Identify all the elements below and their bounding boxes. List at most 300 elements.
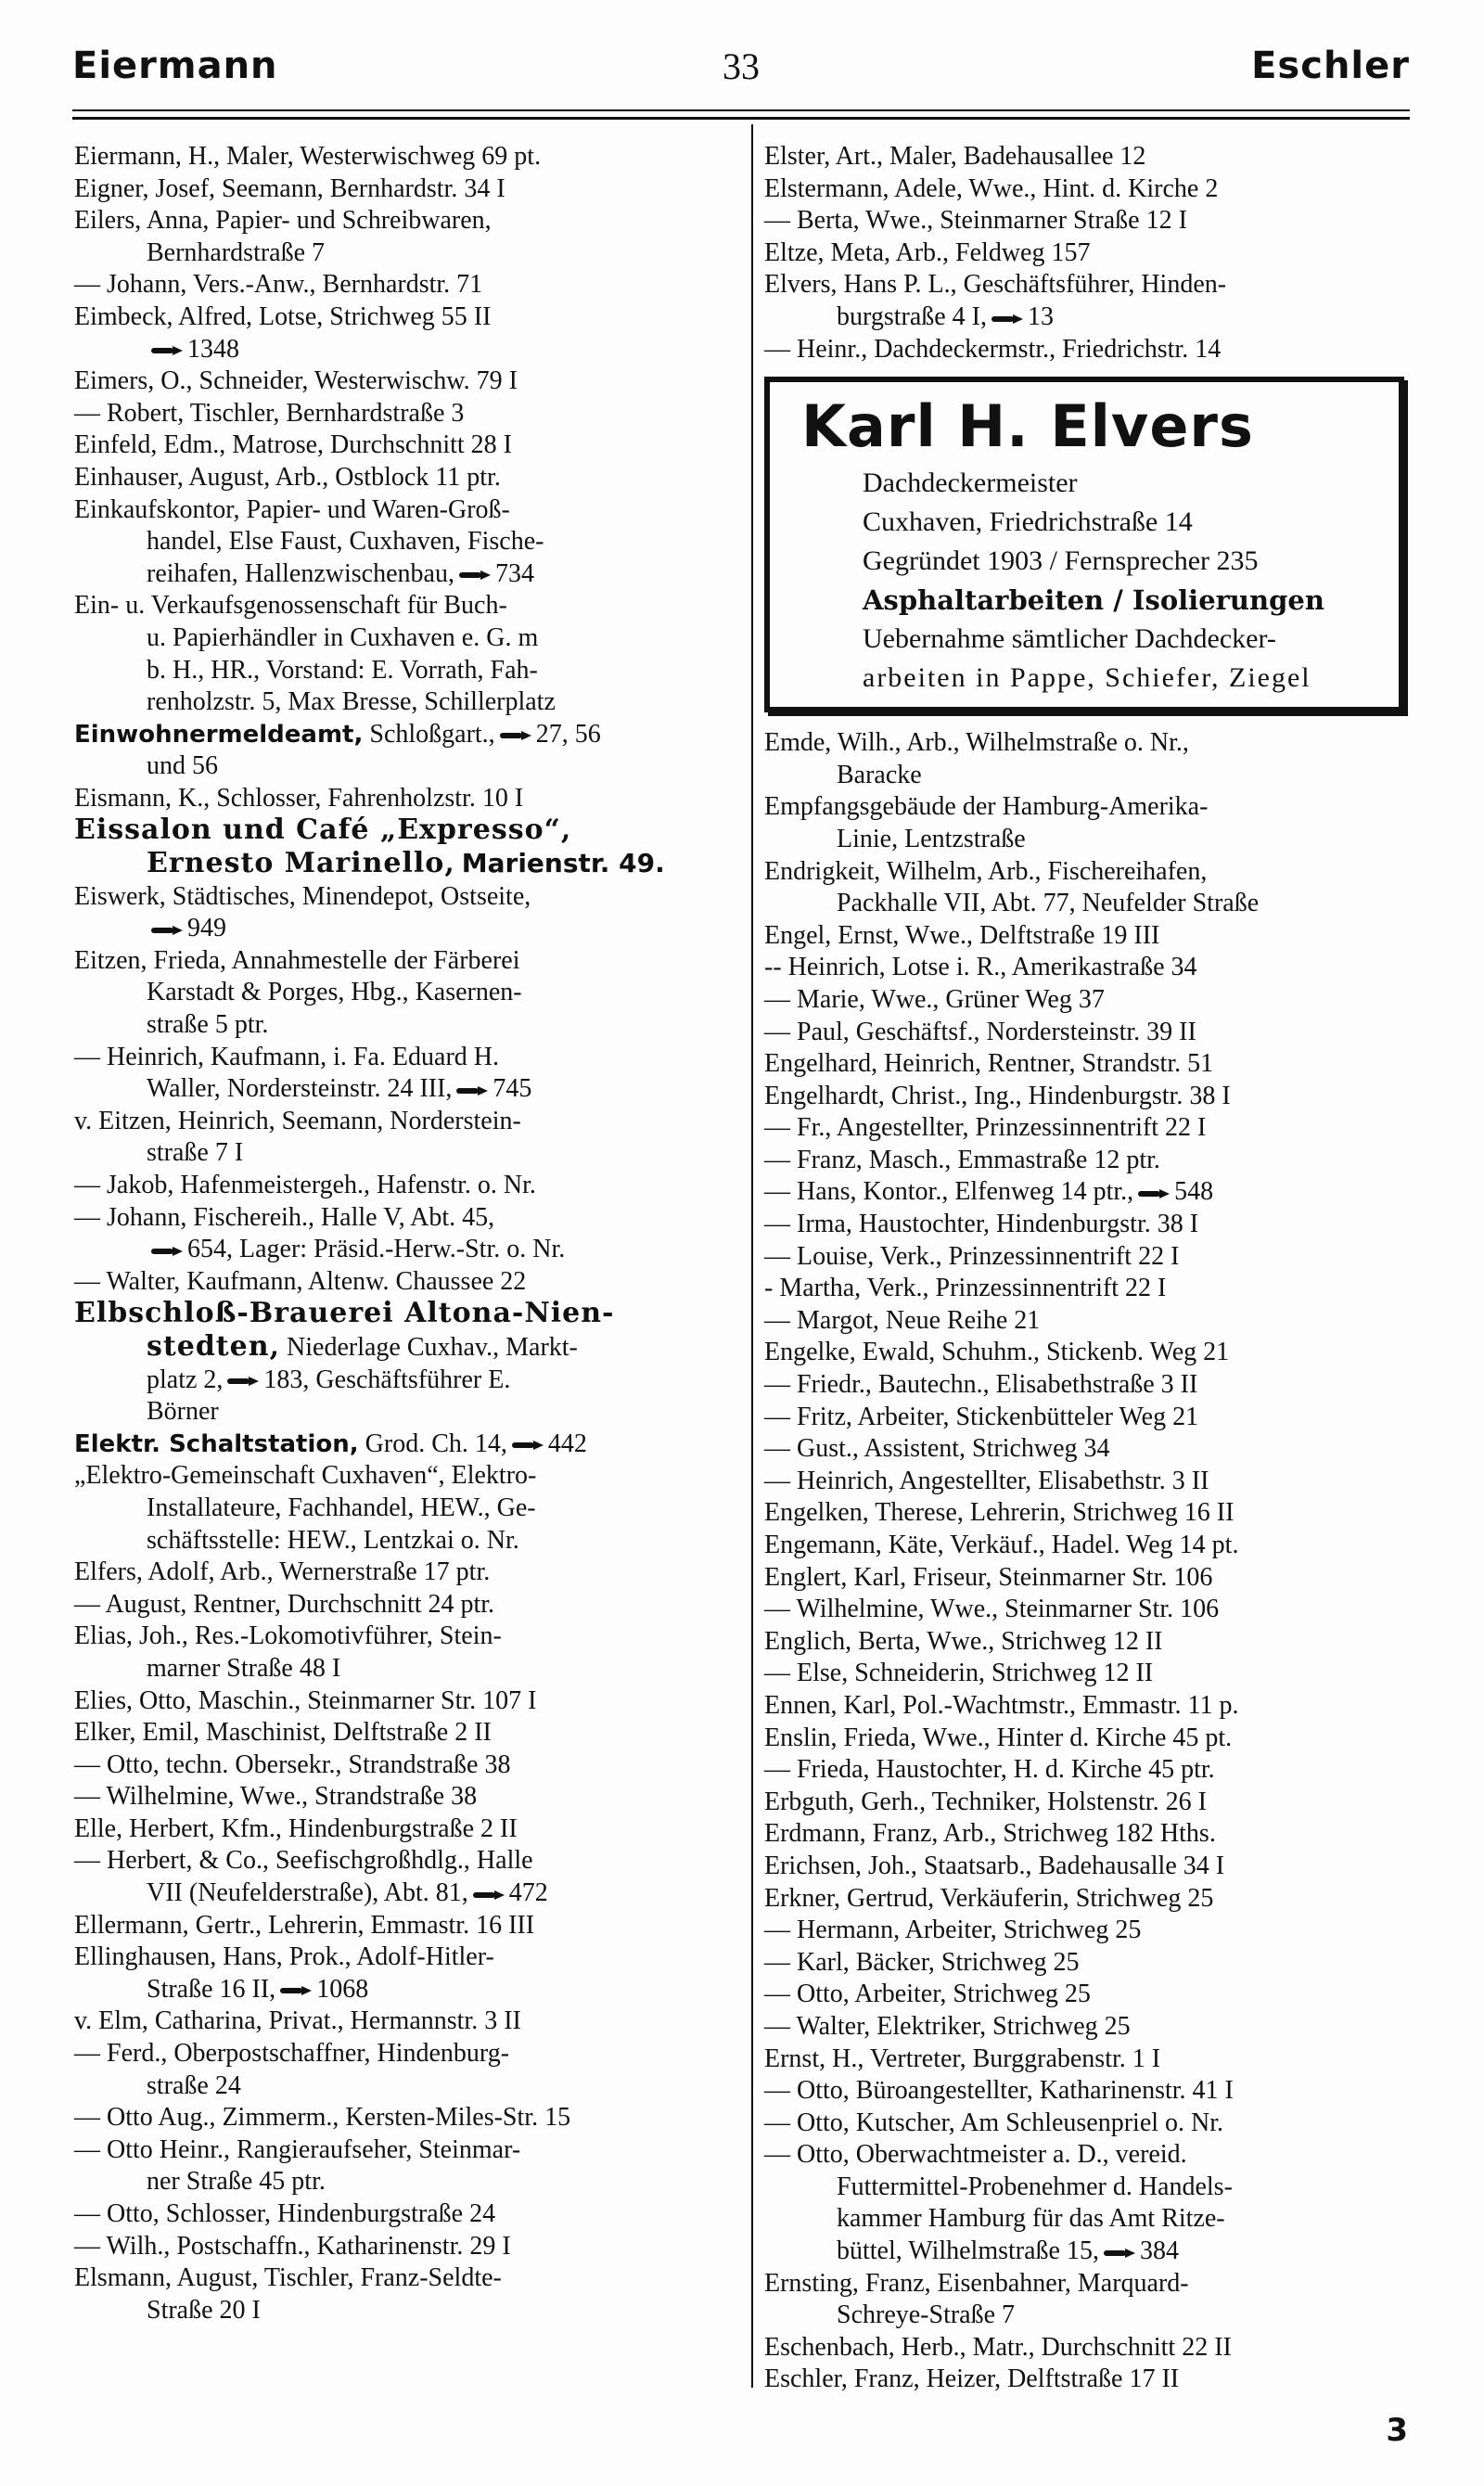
directory-entry xyxy=(764,1851,1404,1883)
ad-line: arbeiten in Pappe, Schiefer, Ziegel xyxy=(863,662,1311,694)
directory-entry xyxy=(74,783,714,815)
entry-text: — Heinr., Dachdeckermstr., Friedrichstr. 14 xyxy=(764,334,1222,364)
directory-entry xyxy=(764,1241,1404,1274)
entry-text: Elvers, Hans P. L., Geschäftsführer, Hinden- xyxy=(764,270,1227,300)
entry-text: Ennen, Karl, Pol.-Wachtmstr., Emmastr. 11 p. xyxy=(764,1690,1239,1720)
printer-signature: 3 xyxy=(1386,2412,1408,2449)
directory-entry xyxy=(764,2108,1404,2140)
directory-entry xyxy=(74,2134,714,2198)
phone-number: 1068 xyxy=(316,1974,369,2004)
entry-text: Emde, Wilh., Arb., Wilhelmstraße o. Nr., xyxy=(764,728,1189,758)
entry-text: Elster, Art., Maler, Badehausallee 12 xyxy=(764,142,1146,171)
entry-text: v. Elm, Catharina, Privat., Hermannstr. 3 II xyxy=(74,2006,521,2036)
directory-entry xyxy=(74,173,714,206)
entry-text: b. H., HR., Vorstand: E. Vorrath, Fah- xyxy=(147,655,538,685)
entry-text: und 56 xyxy=(147,751,218,781)
entry-text: Straße 16 II, xyxy=(147,1974,276,2004)
entry-text: Einhauser, August, Arb., Ostblock 11 ptr. xyxy=(74,462,501,492)
ad-line: Gegründet 1903 / Fernsprecher 235 xyxy=(863,545,1259,577)
entry-text: — Otto Aug., Zimmerm., Kersten-Miles-Str. 15 xyxy=(74,2103,571,2133)
entry-text: schäftsstelle: HEW., Lentzkai o. Nr. xyxy=(147,1525,519,1555)
entry-text: — Margot, Neue Reihe 21 xyxy=(764,1305,1041,1335)
telephone-icon xyxy=(150,925,184,936)
entry-continuation xyxy=(74,1877,714,1910)
entry-text: Niederlage Cuxhav., Markt- xyxy=(287,1332,578,1362)
ad-line: Cuxhaven, Friedrichstraße 14 xyxy=(863,506,1193,538)
entry-continuation xyxy=(74,334,714,366)
directory-entry xyxy=(74,2005,714,2038)
directory-entry xyxy=(74,205,714,269)
directory-entry xyxy=(764,2075,1404,2108)
telephone-icon xyxy=(511,1440,544,1451)
entry-text: — Robert, Tischler, Bernhardstraße 3 xyxy=(74,398,465,428)
entry-text: Eitzen, Frieda, Annahmestelle der Färberei xyxy=(74,945,520,975)
directory-entry xyxy=(764,1594,1404,1626)
entry-text: büttel, Wilhelmstraße 15, xyxy=(837,2236,1099,2266)
entry-text: — Berta, Wwe., Steinmarner Straße 12 I xyxy=(764,206,1187,236)
entry-text: Ernst, H., Vertreter, Burggrabenstr. 1 I xyxy=(764,2044,1161,2073)
ad-line: Uebernahme sämtlicher Dachdecker- xyxy=(863,623,1276,655)
entry-text: Elstermann, Adele, Wwe., Hint. d. Kirche 2 xyxy=(764,173,1219,203)
entry-continuation xyxy=(74,1009,714,1042)
directory-entry xyxy=(764,237,1404,270)
directory-entry xyxy=(764,1145,1404,1177)
directory-entry xyxy=(74,1845,714,1909)
telephone-icon xyxy=(499,730,532,741)
directory-entry xyxy=(764,1883,1404,1916)
entry-continuation xyxy=(74,1493,714,1525)
entry-text: Erichsen, Joh., Staatsarb., Badehausalle 34 I xyxy=(764,1851,1225,1880)
directory-entry xyxy=(764,205,1404,237)
entry-text: VII (Neufelderstraße), Abt. 81, xyxy=(147,1878,468,1908)
directory-entry xyxy=(74,1042,714,1106)
entry-continuation xyxy=(74,1234,714,1266)
directory-entry xyxy=(764,1369,1404,1402)
directory-entry xyxy=(764,2332,1404,2364)
entry-text: — Wilhelmine, Wwe., Steinmarner Str. 106 xyxy=(764,1595,1220,1624)
directory-entry xyxy=(74,1813,714,1846)
directory-entry xyxy=(764,2364,1404,2396)
entry-text: Englert, Karl, Friseur, Steinmarner Str. 106 xyxy=(764,1562,1213,1592)
directory-entry xyxy=(74,1749,714,1782)
entry-text: Elsmann, August, Tischler, Franz-Seldte- xyxy=(74,2263,502,2293)
entry-text: straße 24 xyxy=(147,2070,241,2100)
entry-text: kammer Hamburg für das Amt Ritze- xyxy=(837,2204,1225,2234)
entry-continuation xyxy=(74,558,714,591)
entry-address: Marienstr. 49. xyxy=(461,848,665,879)
directory-entry xyxy=(74,2262,714,2326)
entry-text: Packhalle VII, Abt. 77, Neufelder Straße xyxy=(837,889,1260,918)
entry-text: renholzstr. 5, Max Bresse, Schillerplatz xyxy=(147,687,556,717)
telephone-icon xyxy=(226,1376,260,1387)
entry-text: 654, Lager: Präsid.-Herw.-Str. o. Nr. xyxy=(187,1235,566,1264)
entry-bold-name: Elektr. Schaltstation, xyxy=(74,1429,359,1458)
entry-continuation xyxy=(74,848,714,881)
entry-text: burgstraße 4 I, xyxy=(837,301,987,331)
entry-continuation xyxy=(74,1331,714,1365)
entry-text: — Herbert, & Co., Seefischgroßhdlg., Halle xyxy=(74,1846,533,1876)
entry-text: Ein- u. Verkaufsgenossenschaft für Buch- xyxy=(74,591,507,621)
entry-text: — Wilhelmine, Wwe., Strandstraße 38 xyxy=(74,1782,478,1812)
entry-text: Erkner, Gertrud, Verkäuferin, Strichweg 25 xyxy=(764,1883,1214,1913)
entry-text: Elias, Joh., Res.-Lokomotivführer, Stein- xyxy=(74,1621,502,1651)
ad-company-name: Karl H. Elvers xyxy=(801,392,1254,461)
header-last-entry: Eschler xyxy=(1251,45,1410,87)
entry-continuation xyxy=(764,888,1404,920)
entry-continuation xyxy=(764,301,1404,334)
entry-text: platz 2, xyxy=(147,1365,224,1394)
directory-entry xyxy=(74,365,714,398)
entry-text: Eiermann, H., Maler, Westerwischweg 69 pt. xyxy=(74,142,542,171)
directory-entry xyxy=(764,791,1404,855)
directory-entry xyxy=(74,462,714,494)
entry-continuation xyxy=(74,1974,714,2006)
entry-text: v. Eitzen, Heinrich, Seemann, Norderstein- xyxy=(74,1106,521,1135)
entry-text: Schreye-Straße 7 xyxy=(837,2300,1016,2330)
entry-text: Engel, Ernst, Wwe., Delftstraße 19 III xyxy=(764,920,1160,950)
directory-entry xyxy=(764,1723,1404,1755)
entry-text: Endrigkeit, Wilhelm, Arb., Fischereihafen, xyxy=(764,856,1208,886)
directory-entry xyxy=(74,1106,714,1170)
directory-entry xyxy=(764,1979,1404,2011)
advertisement-box xyxy=(764,377,1404,712)
entry-text: Einfeld, Edm., Matrose, Durchschnitt 28 I xyxy=(74,430,513,460)
directory-entry xyxy=(74,1202,714,1266)
entry-continuation xyxy=(74,1073,714,1106)
entry-text: Enslin, Frieda, Wwe., Hinter d. Kirche 45 pt. xyxy=(764,1723,1233,1752)
directory-entry xyxy=(74,719,714,783)
header-rule xyxy=(72,109,1410,111)
directory-entry xyxy=(74,1941,714,2005)
entry-continuation xyxy=(74,1396,714,1429)
entry-text: Elies, Otto, Maschin., Steinmarner Str. 107 I xyxy=(74,1685,537,1715)
directory-entry xyxy=(764,1112,1404,1145)
entry-text: Ernsting, Franz, Eisenbahner, Marquard- xyxy=(764,2268,1189,2298)
directory-entry xyxy=(74,269,714,301)
directory-entry xyxy=(74,2102,714,2134)
entry-text: Eschenbach, Herb., Matr., Durchschnitt 22 II xyxy=(764,2332,1232,2362)
directory-entry xyxy=(74,590,714,718)
entry-continuation xyxy=(74,977,714,1009)
entry-text: Eigner, Josef, Seemann, Bernhardstr. 34 I xyxy=(74,173,505,203)
entry-text: straße 7 I xyxy=(147,1138,244,1168)
directory-entry xyxy=(764,1402,1404,1434)
entry-text: — Wilh., Postschaffn., Katharinenstr. 29 I xyxy=(74,2231,511,2261)
directory-entry xyxy=(764,1466,1404,1498)
directory-entry xyxy=(764,1562,1404,1595)
header-rule-thick xyxy=(72,117,1410,120)
entry-continuation xyxy=(764,2236,1404,2268)
directory-entry xyxy=(764,1433,1404,1466)
entry-text: — Louise, Verk., Prinzessinnentrift 22 I xyxy=(764,1241,1180,1271)
telephone-icon xyxy=(472,1890,505,1901)
entry-text: — Irma, Haustochter, Hindenburgstr. 38 I xyxy=(764,1210,1199,1239)
directory-entry xyxy=(74,945,714,1042)
entry-text: Linie, Lentzstraße xyxy=(837,824,1026,853)
directory-entry xyxy=(764,1818,1404,1851)
entry-text: Elle, Herbert, Kfm., Hindenburgstraße 2 II xyxy=(74,1813,518,1843)
entry-text: — Walter, Elektriker, Strichweg 25 xyxy=(764,2011,1131,2041)
directory-entry xyxy=(74,1910,714,1942)
entry-continuation xyxy=(74,2295,714,2327)
entry-text: Waller, Nordersteinstr. 24 III, xyxy=(147,1074,453,1104)
phone-number: 949 xyxy=(187,914,226,943)
entry-text: Elfers, Adolf, Arb., Wernerstraße 17 ptr. xyxy=(74,1557,491,1587)
entry-text: — Frieda, Haustochter, H. d. Kirche 45 ptr. xyxy=(764,1755,1215,1785)
directory-entry xyxy=(764,1754,1404,1787)
entry-text: Eimbeck, Alfred, Lotse, Strichweg 55 II xyxy=(74,301,492,331)
entry-continuation xyxy=(74,1653,714,1685)
entry-continuation xyxy=(74,526,714,558)
directory-entry xyxy=(764,1305,1404,1338)
entry-text: — Marie, Wwe., Grüner Weg 37 xyxy=(764,984,1105,1014)
directory-entry xyxy=(764,334,1404,366)
entry-continuation xyxy=(74,237,714,270)
entry-continuation xyxy=(764,2172,1404,2204)
directory-entry xyxy=(764,1017,1404,1049)
entry-bold-name: Eissalon und Café „Expresso“, xyxy=(74,814,572,847)
entry-text: Engelke, Ewald, Schuhm., Stickenb. Weg 21 xyxy=(764,1338,1230,1367)
directory-entry xyxy=(764,2044,1404,2076)
entry-continuation xyxy=(764,760,1404,792)
directory-entry xyxy=(74,1266,714,1299)
entry-text: Erdmann, Franz, Arb., Strichweg 182 Hths. xyxy=(764,1819,1216,1849)
entry-continuation xyxy=(74,1525,714,1557)
entry-text: — August, Rentner, Durchschnitt 24 ptr. xyxy=(74,1589,495,1619)
entry-text: Englich, Berta, Wwe., Strichweg 12 II xyxy=(764,1626,1163,1656)
directory-entry xyxy=(764,1915,1404,1947)
entry-continuation xyxy=(74,750,714,783)
entry-continuation xyxy=(74,913,714,945)
telephone-icon xyxy=(991,314,1024,325)
directory-entry xyxy=(764,2011,1404,2044)
directory-entry xyxy=(764,1658,1404,1690)
entry-continuation xyxy=(74,655,714,687)
entry-text: u. Papierhändler in Cuxhaven e. G. m xyxy=(147,622,539,652)
entry-text: — Fritz, Arbeiter, Stickenbütteler Weg 21 xyxy=(764,1402,1199,1431)
directory-entry xyxy=(74,1429,714,1461)
directory-entry xyxy=(74,1621,714,1685)
entry-text: — Heinrich, Angestellter, Elisabethstr. 3 II xyxy=(764,1466,1209,1495)
phone-number: 442 xyxy=(547,1429,587,1458)
entry-text: — Johann, Vers.-Anw., Bernhardstr. 71 xyxy=(74,270,483,300)
page-header xyxy=(72,45,1410,100)
entry-text: Baracke xyxy=(837,760,922,789)
entry-continuation xyxy=(764,2203,1404,2236)
entry-text: Karstadt & Porges, Hbg., Kasernen- xyxy=(147,978,522,1007)
directory-entry xyxy=(764,1209,1404,1241)
entry-text: — Heinrich, Kaufmann, i. Fa. Eduard H. xyxy=(74,1042,499,1071)
entry-continuation xyxy=(74,686,714,719)
entry-text: -- Heinrich, Lotse i. R., Amerikastraße 34 xyxy=(764,953,1197,982)
entry-continuation xyxy=(764,824,1404,856)
left-column xyxy=(74,141,714,2326)
entry-text: — Otto, Arbeiter, Strichweg 25 xyxy=(764,1980,1091,2009)
entry-text: — Johann, Fischereih., Halle V, Abt. 45, xyxy=(74,1202,495,1232)
entry-text: Grod. Ch. 14, xyxy=(365,1429,507,1458)
entry-text: — Jakob, Hafenmeistergeh., Hafenstr. o. Nr. xyxy=(74,1171,536,1199)
directory-entry xyxy=(764,727,1404,791)
entry-text: Bernhardstraße 7 xyxy=(147,237,326,267)
entry-text: — Gust., Assistent, Strichweg 34 xyxy=(764,1434,1110,1464)
ad-line: Dachdeckermeister xyxy=(863,468,1078,499)
directory-entry xyxy=(764,952,1404,984)
phone-number: 472 xyxy=(508,1878,548,1908)
directory-entry xyxy=(74,1781,714,1813)
entry-text: Eiswerk, Städtisches, Minendepot, Ostseite, xyxy=(74,881,531,911)
phone-number: 384 xyxy=(1139,2236,1179,2266)
directory-entry xyxy=(764,269,1404,333)
entry-text: — Otto, Oberwachtmeister a. D., vereid. xyxy=(764,2140,1187,2170)
entry-text: handel, Else Faust, Cuxhaven, Fische- xyxy=(147,527,544,557)
phone-number: 548 xyxy=(1174,1177,1214,1207)
directory-entry xyxy=(764,856,1404,920)
directory-entry xyxy=(764,1273,1404,1305)
directory-entry xyxy=(764,141,1404,173)
directory-entry xyxy=(764,1048,1404,1081)
directory-entry xyxy=(764,1530,1404,1562)
phone-number: 13 xyxy=(1028,301,1054,331)
entry-text: — Fr., Angestellter, Prinzessinnentrift 22 I xyxy=(764,1113,1207,1143)
entry-text: Futtermittel-Probenehmer d. Handels- xyxy=(837,2172,1233,2201)
right-column-bottom-entries xyxy=(764,727,1404,2396)
entry-text: Eilers, Anna, Papier- und Schreibwaren, xyxy=(74,206,492,236)
entry-continuation xyxy=(74,622,714,655)
entry-continuation xyxy=(764,2300,1404,2332)
directory-entry xyxy=(74,1170,714,1202)
entry-text: Börner xyxy=(147,1397,219,1427)
entry-text: — Hans, Kontor., Elfenweg 14 ptr., xyxy=(764,1177,1134,1207)
directory-entry xyxy=(74,1685,714,1718)
entry-text: Eismann, K., Schlosser, Fahrenholzstr. 10 I xyxy=(74,783,524,813)
entry-text: Eimers, O., Schneider, Westerwischw. 79 I xyxy=(74,366,518,396)
telephone-icon xyxy=(458,570,492,581)
entry-text: — Walter, Kaufmann, Altenw. Chaussee 22 xyxy=(74,1266,527,1296)
entry-text: Empfangsgebäude der Hamburg-Amerika- xyxy=(764,792,1209,822)
entry-text: Einkaufskontor, Papier- und Waren-Groß- xyxy=(74,494,510,524)
directory-entry xyxy=(764,173,1404,206)
entry-bold-name: Ernesto Marinello, xyxy=(147,847,455,880)
entry-continuation xyxy=(74,2070,714,2103)
directory-entry xyxy=(74,301,714,365)
entry-continuation xyxy=(74,1137,714,1170)
page-number: 33 xyxy=(723,45,760,87)
telephone-icon xyxy=(1103,2248,1136,2259)
right-column xyxy=(764,141,1404,2396)
directory-entry xyxy=(74,814,714,880)
entry-text: „Elektro-Gemeinschaft Cuxhaven“, Elektro- xyxy=(74,1461,537,1491)
directory-entry xyxy=(74,2038,714,2102)
ad-services: Asphaltarbeiten / Isolierungen xyxy=(863,584,1324,617)
entry-text: Engelken, Therese, Lehrerin, Strichweg 16 II xyxy=(764,1498,1235,1528)
entry-text: Ellinghausen, Hans, Prok., Adolf-Hitler- xyxy=(74,1942,494,1972)
phone-number: 1348 xyxy=(187,334,239,364)
directory-entry xyxy=(764,920,1404,953)
directory-entry xyxy=(764,1337,1404,1369)
entry-continuation xyxy=(74,1365,714,1397)
directory-entry xyxy=(74,429,714,462)
entry-text: Schloßgart., xyxy=(369,719,495,749)
header-first-entry: Eiermann xyxy=(72,45,278,87)
entry-text: — Franz, Masch., Emmastraße 12 ptr. xyxy=(764,1145,1160,1174)
entry-text: — Hermann, Arbeiter, Strichweg 25 xyxy=(764,1916,1142,1945)
directory-entry xyxy=(74,1298,714,1428)
directory-entry xyxy=(764,1690,1404,1723)
directory-entry xyxy=(764,1947,1404,1980)
phone-number: 27, 56 xyxy=(535,719,601,749)
directory-entry xyxy=(74,2231,714,2263)
entry-bold-name: stedten, xyxy=(147,1329,281,1363)
entry-continuation xyxy=(74,2166,714,2198)
entry-text: Elker, Emil, Maschinist, Delftstraße 2 II xyxy=(74,1718,492,1748)
directory-entry xyxy=(74,1589,714,1621)
entry-text: Engelhardt, Christ., Ing., Hindenburgstr. 38 I xyxy=(764,1081,1231,1110)
entry-text: Eltze, Meta, Arb., Feldweg 157 xyxy=(764,237,1091,267)
entry-text: straße 5 ptr. xyxy=(147,1010,269,1040)
telephone-icon xyxy=(150,345,184,356)
entry-text: marner Straße 48 I xyxy=(147,1653,341,1683)
telephone-icon xyxy=(455,1085,489,1096)
telephone-icon xyxy=(1137,1188,1171,1199)
entry-text: Ellermann, Gertr., Lehrerin, Emmastr. 16 III xyxy=(74,1910,535,1940)
entry-text: — Else, Schneiderin, Strichweg 12 II xyxy=(764,1659,1154,1688)
entry-text: ner Straße 45 ptr. xyxy=(147,2167,326,2197)
entry-text: — Karl, Bäcker, Strichweg 25 xyxy=(764,1947,1080,1977)
directory-entry xyxy=(764,1626,1404,1659)
entry-text: Eschler, Franz, Heizer, Delftstraße 17 II xyxy=(764,2364,1180,2394)
directory-entry xyxy=(764,1176,1404,1209)
directory-entry xyxy=(74,1460,714,1557)
directory-entry xyxy=(74,494,714,591)
entry-text: Engelhard, Heinrich, Rentner, Strandstr. 51 xyxy=(764,1049,1214,1079)
entry-text: Straße 20 I xyxy=(147,2295,261,2325)
phone-number: 734 xyxy=(494,558,534,588)
phone-number: 183, Geschäftsführer E. xyxy=(263,1365,511,1394)
directory-entry xyxy=(74,881,714,945)
directory-entry xyxy=(74,1717,714,1749)
entry-text: - Martha, Verk., Prinzessinnentrift 22 I xyxy=(764,1274,1167,1303)
directory-entry xyxy=(764,1787,1404,1819)
directory-entry xyxy=(74,2198,714,2231)
directory-entry xyxy=(764,984,1404,1017)
directory-entry xyxy=(74,398,714,430)
entry-text: reihafen, Hallenzwischenbau, xyxy=(147,558,454,588)
directory-entry xyxy=(764,2139,1404,2267)
directory-entry xyxy=(764,1081,1404,1113)
directory-entry xyxy=(764,2268,1404,2332)
entry-text: — Otto, techn. Obersekr., Strandstraße 38 xyxy=(74,1749,511,1779)
phone-number: 745 xyxy=(493,1074,532,1104)
entry-text: Engemann, Käte, Verkäuf., Hadel. Weg 14 pt. xyxy=(764,1531,1239,1559)
entry-bold-name: Einwohnermeldeamt, xyxy=(74,720,364,749)
entry-text: — Otto, Büroangestellter, Katharinenstr. 41 I xyxy=(764,2076,1234,2106)
entry-text: Installateure, Fachhandel, HEW., Ge- xyxy=(147,1493,536,1522)
entry-text: — Otto Heinr., Rangieraufseher, Steinmar- xyxy=(74,2134,521,2164)
right-column-top-entries xyxy=(764,141,1404,365)
entry-text: — Ferd., Oberpostschaffner, Hindenburg- xyxy=(74,2039,510,2069)
entry-bold-name: Elbschloß-Brauerei Altona-Nien- xyxy=(74,1297,615,1330)
column-divider xyxy=(751,124,753,2388)
directory-entry xyxy=(74,1557,714,1589)
directory-entry xyxy=(764,1497,1404,1530)
entry-text: — Otto, Schlosser, Hindenburgstraße 24 xyxy=(74,2199,496,2228)
directory-entry xyxy=(74,141,714,173)
entry-text: — Friedr., Bautechn., Elisabethstraße 3 II xyxy=(764,1370,1198,1400)
telephone-icon xyxy=(150,1246,184,1257)
entry-text: Erbguth, Gerh., Techniker, Holstenstr. 26 I xyxy=(764,1787,1207,1816)
entry-text: — Otto, Kutscher, Am Schleusenpriel o. Nr. xyxy=(764,2108,1224,2137)
entry-text: — Paul, Geschäftsf., Nordersteinstr. 39 II xyxy=(764,1017,1196,1046)
